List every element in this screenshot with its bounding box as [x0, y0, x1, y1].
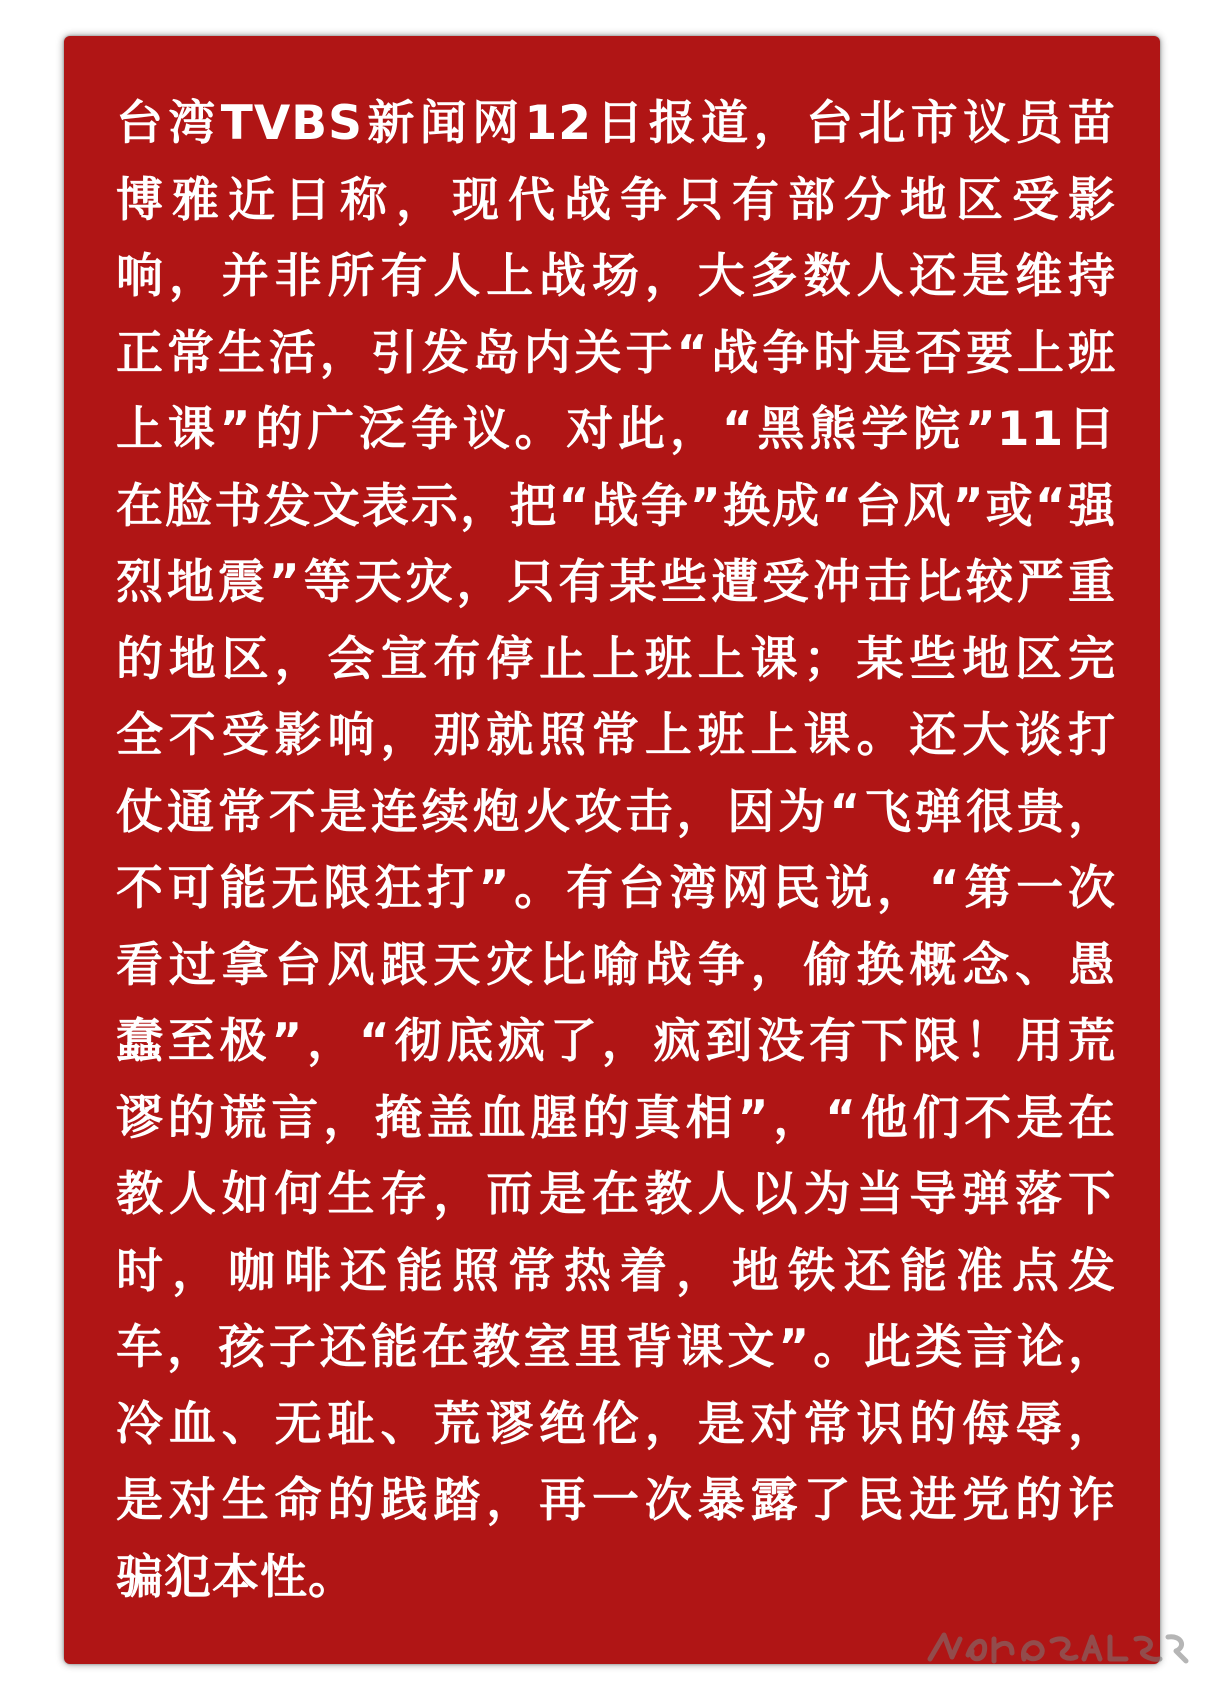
text-line: 上课”的广泛争议。对此，“黑熊学院”11日: [116, 402, 1116, 457]
text-line: 台湾TVBS新闻网12日报道，台北市议员苗: [116, 96, 1116, 151]
text-line: 谬的谎言，掩盖血腥的真相”，“他们不是在: [116, 1090, 1116, 1146]
watermark-logo: [924, 1625, 1194, 1671]
text-line: 响，并非所有人上战场，大多数人还是维持: [116, 249, 1116, 304]
text-line: 不可能无限狂打”。有台湾网民说，“第一次: [116, 861, 1116, 916]
text-line: 正常生活，引发岛内关于“战争时是否要上班: [116, 325, 1116, 381]
text-line: 的地区，会宣布停止上班上课；某些地区完: [116, 631, 1116, 687]
text-line: 烈地震”等天灾，只有某些遭受冲击比较严重: [116, 555, 1116, 610]
text-line: 时，咖啡还能照常热着，地铁还能准点发: [116, 1243, 1116, 1299]
article-card: [64, 36, 1160, 1664]
text-line: 车，孩子还能在教室里背课文”。此类言论，: [116, 1320, 1116, 1375]
text-line: 蠢至极”，“彻底疯了，疯到没有下限！用荒: [116, 1014, 1116, 1069]
text-line: 博雅近日称，现代战争只有部分地区受影: [116, 172, 1116, 228]
article-text: [116, 86, 1116, 1616]
text-line: 全不受影响，那就照常上班上课。还大谈打: [116, 708, 1116, 763]
text-line: 是对生命的践踏，再一次暴露了民进党的诈: [116, 1473, 1116, 1528]
text-line: 骗犯本性。: [116, 1549, 356, 1605]
text-line: 仗通常不是连续炮火攻击，因为“飞弹很贵，: [116, 784, 1116, 840]
text-line: 看过拿台风跟天灾比喻战争，偷换概念、愚: [116, 937, 1116, 993]
text-line: 教人如何生存，而是在教人以为当导弹落下: [116, 1167, 1116, 1222]
text-line: 在脸书发文表示，把“战争”换成“台风”或“强: [116, 478, 1116, 534]
text-line: 冷血、无耻、荒谬绝伦，是对常识的侮辱，: [116, 1396, 1116, 1452]
